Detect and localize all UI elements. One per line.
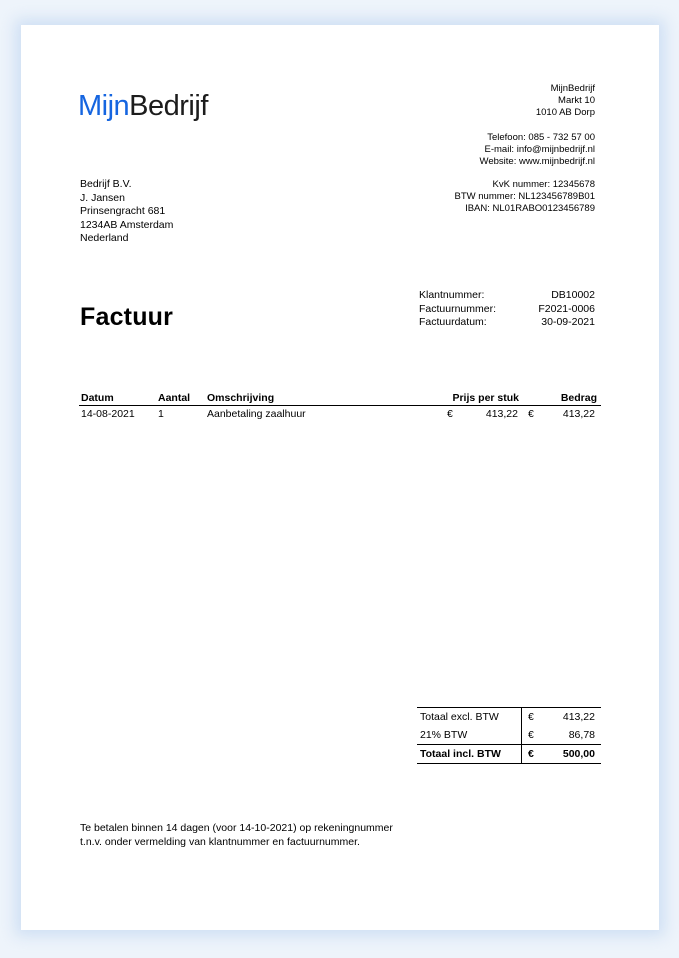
company-email: E-mail: info@mijnbedrijf.nl: [484, 144, 595, 155]
invoice-page: [21, 25, 659, 930]
total-label: 21% BTW: [420, 729, 468, 741]
totals-table: [417, 707, 601, 764]
header-unit-price: Prijs per stuk: [452, 392, 519, 404]
company-website: Website: www.mijnbedrijf.nl: [479, 156, 595, 167]
company-name: MijnBedrijf: [550, 83, 595, 94]
cell-amount: 413,22: [562, 408, 595, 420]
meta-value: 30-09-2021: [541, 316, 595, 328]
header-date: Datum: [81, 392, 114, 404]
company-city: 1010 AB Dorp: [535, 107, 595, 118]
table-header: [79, 391, 601, 406]
company-kvk: KvK nummer: 12345678: [492, 179, 595, 190]
cell-date: 14-08-2021: [81, 408, 135, 420]
company-details: [455, 83, 595, 215]
total-currency: €: [528, 711, 534, 723]
recipient-street: Prinsengracht 681: [80, 205, 166, 217]
total-label: Totaal incl. BTW: [420, 748, 501, 760]
cell-currency: €: [447, 408, 453, 420]
payment-terms-line-2: t.n.v. onder vermelding van klantnummer en factuurnummer.: [80, 836, 360, 848]
company-iban: IBAN: NL01RABO0123456789: [465, 203, 595, 214]
total-currency: €: [528, 729, 534, 741]
invoice-title: Factuur: [80, 303, 174, 331]
meta-row-invoice-date: [419, 316, 595, 330]
meta-label: Klantnummer:: [419, 289, 485, 301]
table-row: [79, 406, 601, 424]
company-phone: Telefoon: 085 - 732 57 00: [487, 132, 595, 143]
header-amount: Bedrag: [560, 392, 597, 404]
meta-row-customer-number: [419, 289, 595, 303]
payment-terms: [80, 821, 393, 849]
meta-row-invoice-number: [419, 303, 595, 317]
cell-description: Aanbetaling zaalhuur: [207, 408, 306, 420]
total-value: 86,78: [568, 729, 595, 741]
recipient-city: 1234AB Amsterdam: [80, 218, 174, 231]
meta-value: F2021-0006: [538, 302, 595, 315]
invoice-meta: [419, 289, 595, 330]
meta-value: DB10002: [551, 289, 595, 301]
total-incl-vat-row: [417, 744, 601, 764]
company-street: Markt 10: [558, 95, 595, 106]
company-logo: [78, 89, 208, 123]
recipient-company: Bedrijf B.V.: [80, 178, 132, 190]
total-value: 500,00: [562, 748, 595, 760]
meta-label: Factuurnummer:: [419, 302, 497, 315]
recipient-contact: J. Jansen: [80, 191, 125, 204]
vat-row: [417, 726, 601, 744]
meta-label: Factuurdatum:: [419, 316, 487, 328]
total-excl-vat-row: [417, 708, 601, 726]
total-label: Totaal excl. BTW: [420, 711, 499, 723]
header-quantity: Aantal: [158, 392, 191, 404]
payment-terms-line-1: Te betalen binnen 14 dagen (voor 14-10-2021) op rekeningnummer: [80, 822, 393, 834]
company-btw: BTW nummer: NL123456789B01: [454, 191, 595, 202]
total-value: 413,22: [562, 711, 595, 723]
total-currency: €: [528, 748, 534, 760]
cell-currency: €: [528, 408, 534, 420]
header-description: Omschrijving: [207, 392, 275, 404]
recipient-address: [80, 178, 173, 246]
recipient-country: Nederland: [80, 232, 129, 244]
cell-unit-price: 413,22: [485, 408, 518, 420]
logo-part-2: Bedrijf: [129, 90, 208, 122]
line-items-table: [79, 391, 601, 424]
logo-part-1: Mijn: [78, 90, 130, 122]
cell-quantity: 1: [158, 408, 164, 420]
